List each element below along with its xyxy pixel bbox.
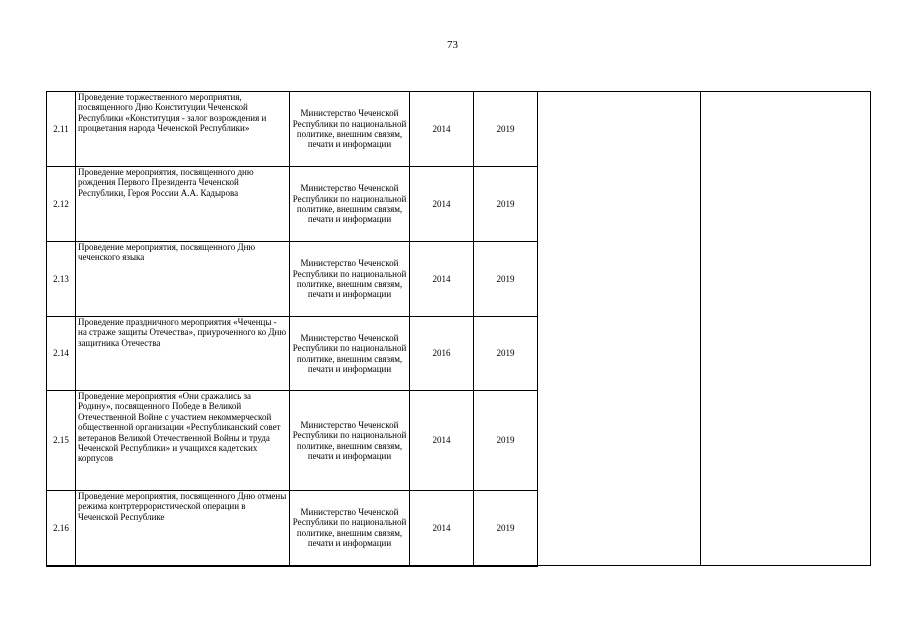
executor: Министерство Чеченской Республики по национальной политике, внешним связям, печати и информации	[290, 92, 410, 167]
executor: Министерство Чеченской Республики по национальной политике, внешним связям, печати и информации	[290, 317, 410, 391]
page-number: 73	[447, 39, 458, 51]
executor: Министерство Чеченской Республики по национальной политике, внешним связям, печати и информации	[290, 491, 410, 566]
end-year: 2019	[474, 317, 538, 391]
row-number: 2.11	[47, 92, 76, 167]
row-number: 2.12	[47, 167, 76, 242]
executor: Министерство Чеченской Республики по национальной политике, внешним связям, печати и информации	[290, 167, 410, 242]
end-year: 2019	[474, 167, 538, 242]
start-year: 2014	[410, 491, 474, 566]
row-number: 2.15	[47, 391, 76, 491]
row-number: 2.14	[47, 317, 76, 391]
table-row	[47, 92, 871, 167]
row-number: 2.16	[47, 491, 76, 566]
measure-name: Проведение мероприятия, посвященного Дню чеченского языка	[76, 242, 290, 317]
measure-name: Проведение мероприятия, посвященного Дню отмены режима контртеррористической операции в Чеченской Республике	[76, 491, 290, 566]
empty-column-cell	[701, 92, 871, 566]
measures-table	[46, 91, 871, 567]
measure-name: Проведение мероприятия, посвященного дню рождения Первого Президента Чеченской Республики, Героя России А.А. Кадырова	[76, 167, 290, 242]
measure-name: Проведение торжественного мероприятия, посвященного Дню Конституции Чеченской Республики «Конституция - залог возрождения и процветания народа Чеченской Республики»	[76, 92, 290, 167]
measure-name: Проведение праздничного мероприятия «Чеченцы - на страже защиты Отечества», приуроченного ко Дню защитника Отечества	[76, 317, 290, 391]
start-year: 2014	[410, 167, 474, 242]
start-year: 2016	[410, 317, 474, 391]
end-year: 2019	[474, 391, 538, 491]
empty-column-cell	[538, 92, 701, 566]
end-year: 2019	[474, 491, 538, 566]
executor: Министерство Чеченской Республики по национальной политике, внешним связям, печати и информации	[290, 242, 410, 317]
start-year: 2014	[410, 92, 474, 167]
end-year: 2019	[474, 242, 538, 317]
end-year: 2019	[474, 92, 538, 167]
row-number: 2.13	[47, 242, 76, 317]
measure-name: Проведение мероприятия «Они сражались за Родину», посвященного Победе в Великой Отечественной Войне с участием некоммерческой общественной организации «Республиканский совет ветеранов Великой Отечественной Войны и труда Чеченской Республики» и учащихся кадетских корпусов	[76, 391, 290, 491]
executor: Министерство Чеченской Республики по национальной политике, внешним связям, печати и информации	[290, 391, 410, 491]
start-year: 2014	[410, 242, 474, 317]
start-year: 2014	[410, 391, 474, 491]
